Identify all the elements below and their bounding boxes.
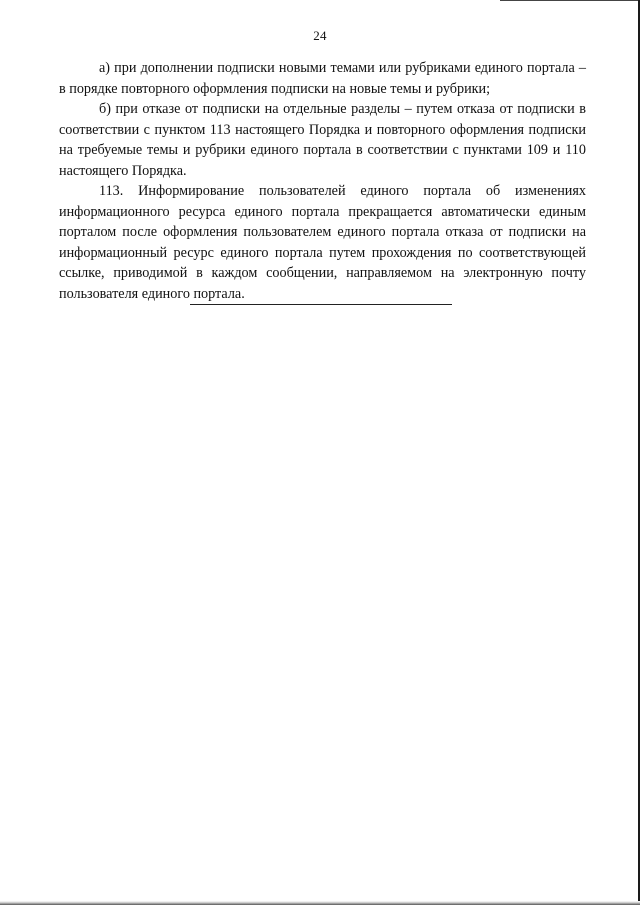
paragraph-b: б) при отказе от подписки на отдельные разделы – путем отказа от подписки в соответствии с пунктом 113 настоящего Порядка и повторного оформления подписки на требуемые темы и рубрики единого портала в соответствии с пунктами 109 и 110 настоящего Порядка. [59, 101, 586, 179]
scan-edge-bottom [0, 901, 640, 905]
page-number: 24 [313, 28, 327, 43]
body-text [59, 58, 586, 304]
end-of-text-rule [190, 304, 452, 305]
paragraph-113: 113. Информирование пользователей единого портала об изменениях информационного ресурса единого портала прекращается автоматически единым порталом после оформления пользователем единого портала отказа от подписки на информационный ресурс единого портала путем прохождения по соответствующей ссылке, приводимой в каждом сообщении, направляемом на электронную почту пользователя единого портала. [59, 183, 586, 302]
paragraph-a: а) при дополнении подписки новыми темами или рубриками единого портала – в порядке повторного оформления подписки на новые темы и рубрики; [59, 60, 586, 97]
scan-edge-top [500, 0, 640, 1]
